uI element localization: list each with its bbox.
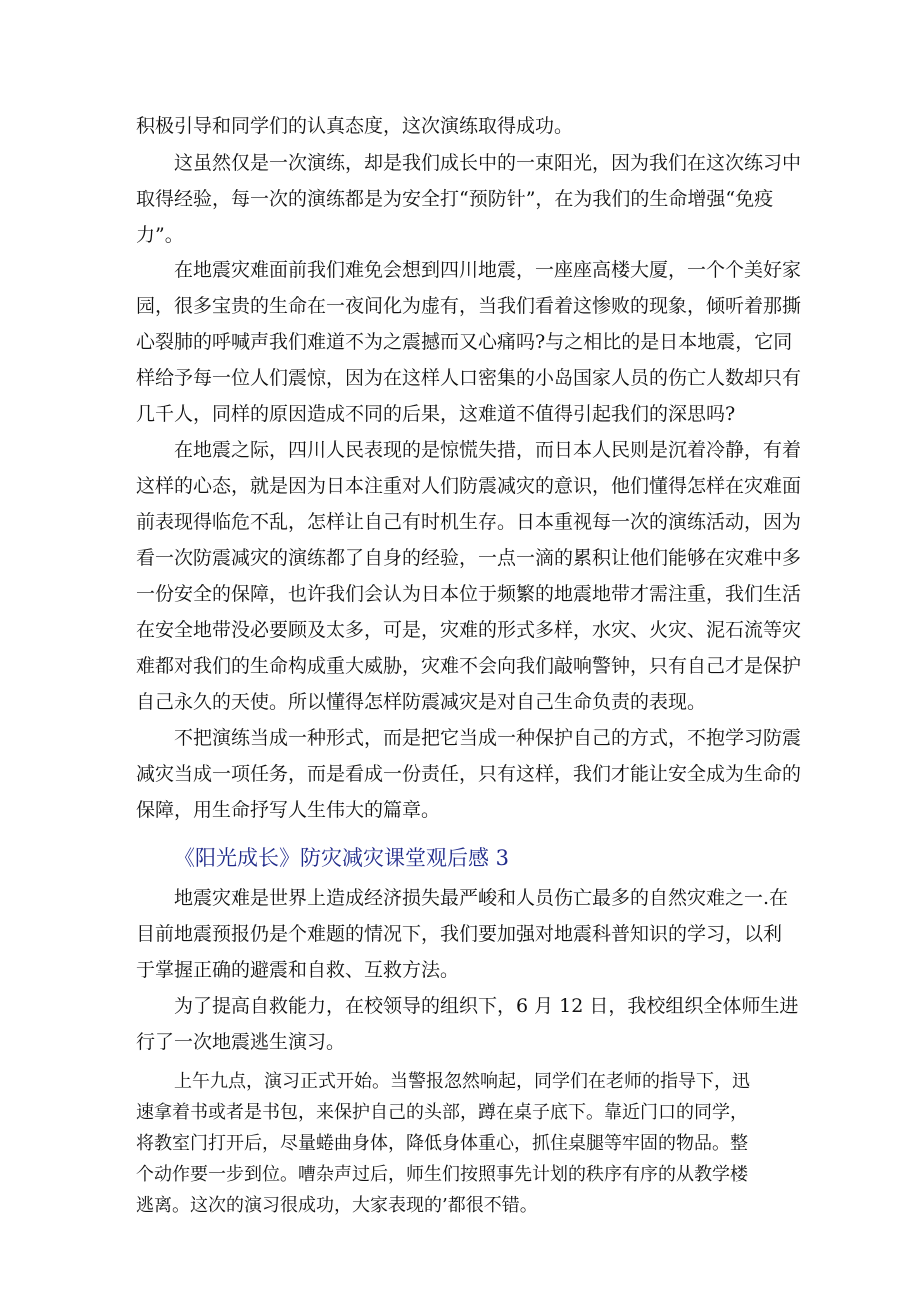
text-line: 力”。 xyxy=(136,224,184,246)
text-line: 前表现得临危不乱，怎样让自己有时机生存。日本重视每一次的演练活动，因为 xyxy=(136,511,802,533)
paragraph-1 xyxy=(136,145,801,253)
text-line: 上午九点，演习正式开始。当警报忽然响起，同学们在老师的指导下，迅 xyxy=(174,1071,750,1092)
text-line: 取得经验，每一次的演练都是为安全打“预防针”，在为我们的生命增强“免疫 xyxy=(136,188,774,210)
text-line: 样给予每一位人们震惊，因为在这样人口密集的小岛国家人员的伤亡人数却只有 xyxy=(136,367,802,389)
text-line: 行了一次地震逃生演习。 xyxy=(136,1031,346,1053)
text-line: 几千人，同样的原因造成不同的后果，这难道不值得引起我们的深思吗? xyxy=(136,403,736,425)
text-line: 在地震之际，四川人民表现的是惊慌失措，而日本人民则是沉着冷静，有着 xyxy=(174,439,802,461)
intro-paragraph xyxy=(136,108,573,144)
section-paragraph-1 xyxy=(136,880,788,988)
text-line: 这虽然仅是一次演练，却是我们成长中的一束阳光，因为我们在这次练习中 xyxy=(174,152,802,174)
text-line: 心裂肺的呼喊声我们难道不为之震撼而又心痛吗?与之相比的是日本地震，它同 xyxy=(136,331,793,353)
text-line: 这样的心态，就是因为日本注重对人们防震减灾的意识，他们懂得怎样在灾难面 xyxy=(136,475,802,497)
text-line: 为了提高自救能力，在校领导的组织下，6 月 12 日，我校组织全体师生进 xyxy=(174,995,799,1017)
text-line: 一份安全的保障，也许我们会认为日本位于频繁的地震地带才需注重，我们生活 xyxy=(136,583,802,605)
paragraph-3 xyxy=(136,432,801,720)
section-heading: 《阳光成长》防灾减灾课堂观后感 3 xyxy=(174,846,510,870)
text-line: 积极引导和同学们的认真态度，这次演练取得成功。 xyxy=(136,115,574,137)
text-line: 减灾当成一项任务，而是看成一份责任，只有这样，我们才能让安全成为生命的 xyxy=(136,763,802,785)
text-line: 目前地震预报仍是个难题的情况下，我们要加强对地震科普知识的学习，以利 xyxy=(136,923,783,945)
text-line: 看一次防震减灾的演练都了自身的经验，一点一滴的累积让他们能够在灾难中多 xyxy=(136,547,802,569)
text-line: 速拿着书或者是书包，来保护自己的头部，蹲在桌子底下。靠近门口的同学， xyxy=(136,1102,748,1123)
text-line: 逃离。这次的演习很成功，大家表现的’都很不错。 xyxy=(136,1195,538,1216)
text-line: 于掌握正确的避震和自救、互救方法。 xyxy=(136,959,460,981)
text-line: 园，很多宝贵的生命在一夜间化为虚有，当我们看着这惨败的现象，倾听着那撕 xyxy=(136,295,802,317)
text-line: 在安全地带没必要顾及太多，可是，灾难的形式多样，水灾、火灾、泥石流等灾 xyxy=(136,619,802,641)
paragraph-4 xyxy=(136,720,801,828)
section-paragraph-2 xyxy=(136,988,798,1060)
text-line: 自己永久的天使。所以懂得怎样防震减灾是对自己生命负责的表现。 xyxy=(136,691,707,713)
text-line: 在地震灾难面前我们难免会想到四川地震，一座座高楼大厦，一个个美好家 xyxy=(174,259,802,281)
text-line: 保障，用生命抒写人生伟大的篇章。 xyxy=(136,799,441,821)
text-line: 个动作要一步到位。嘈杂声过后，师生们按照事先计划的秩序有序的从教学楼 xyxy=(136,1164,748,1185)
text-line: 不把演练当成一种形式，而是把它当成一种保护自己的方式，不抱学习防震 xyxy=(174,727,802,749)
text-line: 地震灾难是世界上造成经济损失最严峻和人员伤亡最多的自然灾难之一.在 xyxy=(174,887,789,909)
paragraph-2 xyxy=(136,252,801,432)
text-line: 将教室门打开后，尽量蜷曲身体，降低身体重心，抓住桌腿等牢固的物品。整 xyxy=(136,1133,748,1154)
text-line: 难都对我们的生命构成重大威胁，灾难不会向我们敲响警钟，只有自己才是保护 xyxy=(136,655,802,677)
section-paragraph-3 xyxy=(136,1066,750,1221)
